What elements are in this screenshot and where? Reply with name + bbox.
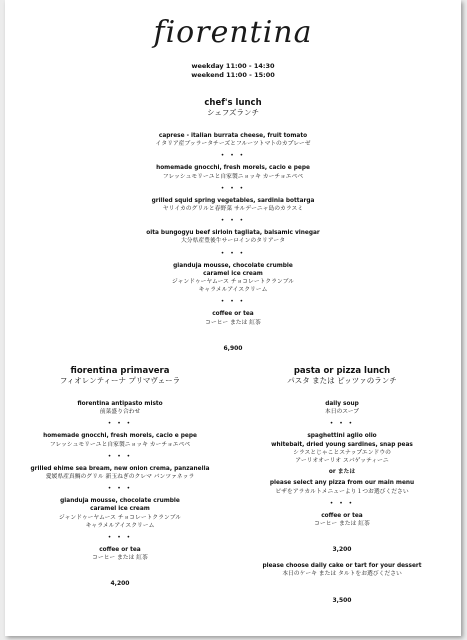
- dish-name: homemade gnocchi, fresh morels, cacio e pepe: [156, 165, 310, 172]
- course-item: [237, 479, 447, 495]
- dessert-note: [237, 562, 447, 578]
- dish-name-jp: コーヒー または 紅茶: [314, 521, 370, 528]
- dish-name: homemade gnocchi, fresh morels, cacio e pepe: [43, 433, 197, 440]
- dish-name: grilled ehime sea bream, new onion crema, panzanella: [30, 465, 210, 472]
- pasta-pizza-section: [237, 366, 447, 605]
- course-item: [15, 400, 225, 416]
- weekday-hours: weekday 11:00 - 14:30: [191, 62, 275, 70]
- dish-name: caramel ice cream: [203, 270, 263, 277]
- dish-name: coffee or tea: [99, 547, 141, 554]
- dish-name-jp: アーリオオーリオ スパゲッティーニ: [295, 458, 389, 465]
- dish-name: whitebait, dried young sardines, snap peas: [271, 441, 413, 448]
- course-item: [63, 132, 403, 148]
- dish-name-jp: ジャンドゥーヤムース チョコレートクランブル: [58, 514, 182, 521]
- course-item: [63, 164, 403, 180]
- menu-sheet: [5, 0, 461, 636]
- separator: • • •: [107, 420, 133, 428]
- pasta-pizza-price: 3,200: [332, 546, 352, 554]
- dish-name-jp: ジャンドゥーヤムース チョコレートクランブル: [171, 279, 295, 286]
- separator: • • •: [220, 152, 246, 160]
- separator: • • •: [107, 534, 133, 542]
- course-item: [15, 497, 225, 530]
- pasta-pizza-dessert-price: 3,500: [332, 596, 352, 604]
- separator: • • •: [220, 184, 246, 192]
- dessert-text-jp: 本日のケーキ または タルトをお選びください: [282, 571, 402, 578]
- dish-name-jp: 愛媛県産真鯛のグリル 新玉ねぎのクレマ パンツァネッラ: [45, 474, 195, 481]
- dish-name-jp: シラスとじゃことスナップエンドウの: [293, 449, 391, 456]
- dish-name: fiorentina antipasto misto: [77, 401, 163, 407]
- restaurant-logo: fiorentina: [153, 15, 313, 50]
- primavera-section: [15, 366, 225, 588]
- dish-name-jp: コーヒー または 紅茶: [92, 555, 148, 562]
- dish-name-jp: フレッシュモリーユと自家製ニョッキ カーチョエペペ: [162, 173, 304, 180]
- dish-name-jp: ヤリイカのグリルと春野菜 サルデーニャ島のカラスミ: [162, 206, 304, 213]
- separator: • • •: [107, 452, 133, 460]
- dish-name: caramel ice cream: [90, 506, 150, 513]
- dish-name-jp: 前菜盛り合わせ: [99, 409, 141, 416]
- primavera-title-jp: フィオレンティーナ プリマヴェーラ: [59, 376, 181, 385]
- course-item: [63, 310, 403, 326]
- separator: • • •: [107, 485, 133, 493]
- chefs-lunch-title: chef's lunch: [204, 98, 262, 108]
- separator: • • •: [220, 298, 246, 306]
- dish-name: spaghettini aglio olio: [307, 433, 377, 440]
- dish-name-jp: ピザをアラカルトメニューより１つお選びください: [275, 488, 409, 495]
- course-item: [237, 400, 447, 416]
- separator: • • •: [220, 217, 246, 225]
- course-item: [63, 197, 403, 213]
- course-item: [63, 262, 403, 295]
- separator: • • •: [329, 420, 355, 428]
- dish-name-jp: キャラメルアイスクリーム: [85, 522, 155, 529]
- course-item: [237, 432, 447, 465]
- course-item: [63, 229, 403, 245]
- dish-name-jp: キャラメルアイスクリーム: [198, 287, 268, 294]
- separator: • • •: [329, 499, 355, 507]
- pasta-pizza-title-jp: パスタ または ピッツァのランチ: [287, 376, 397, 385]
- primavera-price: 4,200: [110, 580, 130, 588]
- dish-name: coffee or tea: [212, 311, 254, 318]
- dish-name: daily soup: [325, 401, 359, 407]
- dish-name-jp: イタリア産ブッラータチーズとフルーツトマトのカプレーゼ: [155, 141, 311, 148]
- or-divider: [237, 468, 447, 476]
- course-item: [15, 465, 225, 481]
- dish-name: coffee or tea: [321, 512, 363, 519]
- dessert-text: please choose daily cake or tart for your dessert: [262, 563, 422, 570]
- weekend-hours: weekend 11:00 - 15:00: [191, 71, 275, 79]
- dish-name-jp: 大分県産豊後牛サーロインのタリアータ: [181, 238, 285, 245]
- separator: • • •: [220, 249, 246, 257]
- dish-name-jp: コーヒー または 紅茶: [205, 319, 261, 326]
- dish-name: grilled squid spring vegetables, sardinia bottarga: [151, 197, 315, 204]
- course-item: [15, 432, 225, 448]
- course-item: [15, 546, 225, 562]
- course-item: [237, 512, 447, 528]
- or-label: or または: [328, 469, 356, 476]
- dish-name-jp: フレッシュモリーユと自家製ニョッキ カーチョエペペ: [49, 441, 191, 448]
- dish-name: please select any pizza from our main menu: [269, 480, 415, 487]
- chefs-lunch-price: 6,900: [223, 344, 243, 352]
- opening-hours: [5, 62, 461, 80]
- dish-name: gianduja mousse, chocolate crumble: [60, 498, 180, 505]
- dish-name: oita bungogyu beef sirloin tagliata, balsamic vinegar: [146, 230, 320, 237]
- dish-name: gianduja mousse, chocolate crumble: [173, 262, 293, 269]
- chefs-lunch-section: [63, 98, 403, 353]
- dish-name: caprese - italian burrata cheese, fruit tomato: [158, 133, 308, 139]
- dish-name-jp: 本日のスープ: [324, 409, 360, 416]
- primavera-title: fiorentina primavera: [70, 366, 170, 376]
- chefs-lunch-title-jp: シェフズランチ: [206, 108, 260, 117]
- pasta-pizza-title: pasta or pizza lunch: [293, 366, 391, 376]
